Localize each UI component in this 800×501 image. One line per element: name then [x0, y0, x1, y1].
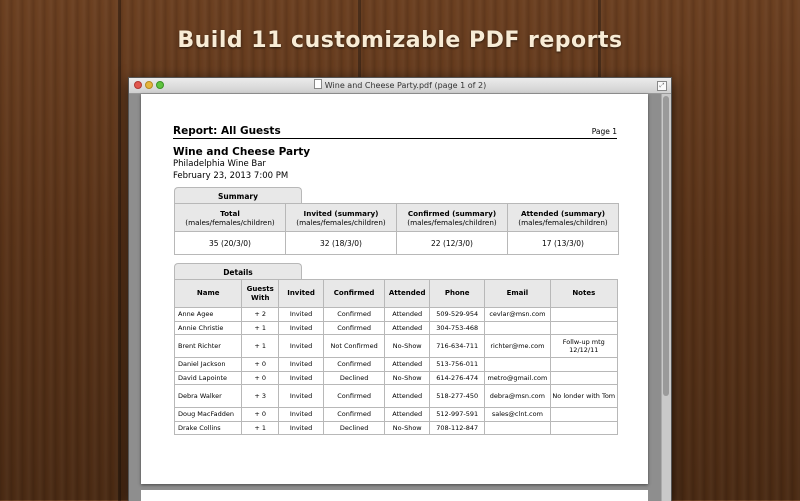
close-button[interactable]: [134, 81, 142, 89]
table-cell: Anne Agee: [175, 308, 242, 322]
table-cell: debra@msn.com: [485, 385, 550, 408]
details-tab: Details: [174, 263, 302, 279]
report-header: [173, 125, 617, 139]
zoom-button[interactable]: [156, 81, 164, 89]
column-header-notes: Notes: [550, 280, 617, 308]
table-row: [175, 408, 618, 422]
table-cell: Confirmed: [324, 358, 385, 372]
table-cell: sales@clnt.com: [485, 408, 550, 422]
table-cell: + 1: [242, 335, 279, 358]
minimize-button[interactable]: [145, 81, 153, 89]
table-cell: [485, 358, 550, 372]
summary-header: Confirmed (summary) (males/females/children): [397, 204, 508, 232]
table-cell: Drake Collins: [175, 421, 242, 435]
table-cell: Attended: [385, 321, 430, 335]
summary-value: 32 (18/3/0): [286, 232, 397, 255]
table-cell: cevlar@msn.com: [485, 308, 550, 322]
summary-tab: Summary: [174, 187, 302, 203]
table-cell: Daniel Jackson: [175, 358, 242, 372]
summary-header: Invited (summary) (males/females/children): [286, 204, 397, 232]
table-cell: Not Confirmed: [324, 335, 385, 358]
table-cell: David Lapointe: [175, 371, 242, 385]
table-cell: Invited: [279, 421, 324, 435]
event-datetime: February 23, 2013 7:00 PM: [173, 171, 289, 181]
vertical-scrollbar[interactable]: [661, 94, 671, 501]
table-cell: Confirmed: [324, 308, 385, 322]
table-cell: Debra Walker: [175, 385, 242, 408]
table-cell: [550, 421, 617, 435]
table-cell: Invited: [279, 358, 324, 372]
table-cell: [550, 408, 617, 422]
table-cell: [550, 321, 617, 335]
summary-table: [174, 203, 619, 255]
table-row: [175, 371, 618, 385]
event-name: Wine and Cheese Party: [173, 146, 311, 158]
table-cell: Attended: [385, 358, 430, 372]
table-row: [175, 385, 618, 408]
table-cell: 708-112-847: [430, 421, 485, 435]
table-cell: richter@me.com: [485, 335, 550, 358]
table-cell: No-Show: [385, 371, 430, 385]
table-cell: [550, 371, 617, 385]
table-cell: + 2: [242, 308, 279, 322]
summary-value: 22 (12/3/0): [397, 232, 508, 255]
document-icon: [314, 79, 322, 89]
column-header-attended: Attended: [385, 280, 430, 308]
table-cell: 614-276-474: [430, 371, 485, 385]
table-cell: + 1: [242, 421, 279, 435]
table-cell: Confirmed: [324, 321, 385, 335]
summary-value: 17 (13/3/0): [508, 232, 619, 255]
table-cell: Invited: [279, 408, 324, 422]
column-header-guests-with: Guests With: [242, 280, 279, 308]
table-cell: Invited: [279, 321, 324, 335]
headline: Build 11 customizable PDF reports: [177, 28, 623, 53]
table-cell: [550, 308, 617, 322]
table-cell: Declined: [324, 421, 385, 435]
table-cell: 716-634-711: [430, 335, 485, 358]
column-header-name: Name: [175, 280, 242, 308]
column-header-confirmed: Confirmed: [324, 280, 385, 308]
table-cell: Invited: [279, 385, 324, 408]
report-title: Report: All Guests: [173, 125, 281, 137]
table-cell: 304-753-468: [430, 321, 485, 335]
column-header-email: Email: [485, 280, 550, 308]
table-cell: Follw-up mtg 12/12/11: [550, 335, 617, 358]
table-cell: [550, 358, 617, 372]
page-number: Page 1: [591, 127, 617, 136]
summary-header: Attended (summary) (males/females/children): [508, 204, 619, 232]
pdf-page-1: [141, 94, 648, 484]
fullscreen-icon[interactable]: ⤢: [657, 81, 667, 91]
table-cell: No-Show: [385, 421, 430, 435]
table-cell: + 0: [242, 408, 279, 422]
table-cell: [485, 321, 550, 335]
table-cell: Confirmed: [324, 385, 385, 408]
table-cell: Attended: [385, 408, 430, 422]
pdf-page-2: [141, 490, 648, 501]
table-cell: Invited: [279, 371, 324, 385]
table-cell: No londer with Tom: [550, 385, 617, 408]
column-header-phone: Phone: [430, 280, 485, 308]
table-cell: 518-277-450: [430, 385, 485, 408]
table-row: [175, 335, 618, 358]
table-cell: Attended: [385, 385, 430, 408]
table-cell: + 0: [242, 371, 279, 385]
table-cell: No-Show: [385, 335, 430, 358]
table-cell: Confirmed: [324, 408, 385, 422]
details-table: [174, 279, 618, 435]
window-titlebar[interactable]: [129, 78, 671, 94]
pdf-window: [128, 77, 672, 501]
table-row: [175, 308, 618, 322]
column-header-invited: Invited: [279, 280, 324, 308]
table-row: [175, 421, 618, 435]
table-cell: Doug MacFadden: [175, 408, 242, 422]
table-cell: + 3: [242, 385, 279, 408]
table-row: [175, 321, 618, 335]
table-cell: [485, 421, 550, 435]
table-cell: Brent Richter: [175, 335, 242, 358]
summary-header: Total (males/females/children): [175, 204, 286, 232]
table-cell: 509-529-954: [430, 308, 485, 322]
table-cell: 512-997-591: [430, 408, 485, 422]
table-cell: metro@gmail.com: [485, 371, 550, 385]
table-cell: Invited: [279, 335, 324, 358]
table-cell: Invited: [279, 308, 324, 322]
table-cell: Annie Christie: [175, 321, 242, 335]
event-venue: Philadelphia Wine Bar: [173, 159, 266, 169]
table-cell: + 0: [242, 358, 279, 372]
table-cell: Attended: [385, 308, 430, 322]
window-title: Wine and Cheese Party.pdf (page 1 of 2): [324, 81, 487, 90]
scroll-thumb[interactable]: [663, 96, 669, 396]
table-cell: + 1: [242, 321, 279, 335]
summary-value: 35 (20/3/0): [175, 232, 286, 255]
table-cell: Declined: [324, 371, 385, 385]
table-cell: 513-756-011: [430, 358, 485, 372]
table-row: [175, 358, 618, 372]
